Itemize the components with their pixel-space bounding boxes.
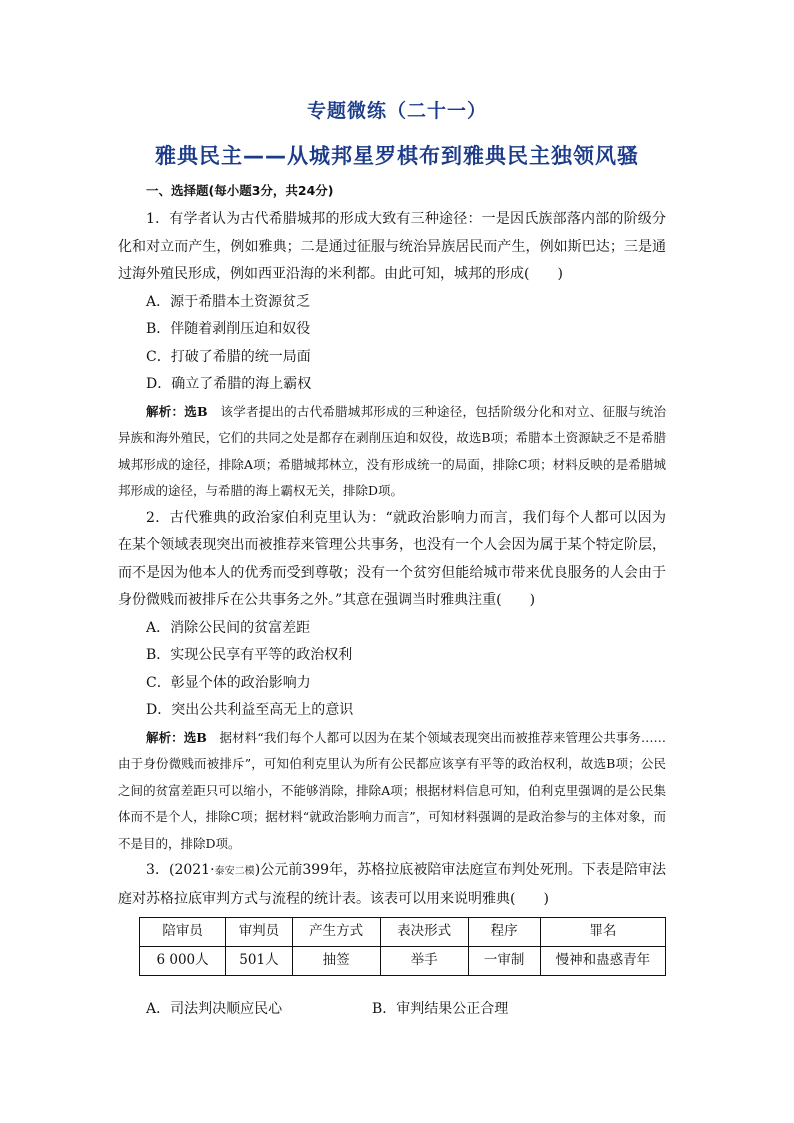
table-header-row — [140, 918, 666, 947]
question-2-option-d: D．突出公共利益至高无上的意识 — [146, 702, 354, 718]
page-subtitle: 雅典民主——从城邦星罗棋布到雅典民主独领风骚 — [155, 144, 639, 168]
question-3-option-a: A．司法判决顺应民心 — [146, 1001, 283, 1017]
question-1-stem: 1．有学者认为古代希腊城邦的形成大致有三种途径：一是因氏族部落内部的阶级分化和对立而产生，例如雅典；二是通过征服与统治异族居民而产生，例如斯巴达；三是通过海外殖民形成，例如西亚沿海的米利都。由此可知，城邦的形成( ) — [118, 211, 666, 282]
table-cell: 抽签 — [292, 947, 380, 976]
table-header-cell: 表决形式 — [380, 918, 468, 947]
section-heading: 一、选择题(每小题3分，共24分) — [146, 183, 334, 198]
table-cell: 一审制 — [468, 947, 540, 976]
table-header-cell: 陪审员 — [140, 918, 226, 947]
question-1-option-a: A．源于希腊本土资源贫乏 — [146, 293, 311, 310]
question-1-option-d: D．确立了希腊的海上霸权 — [146, 376, 312, 392]
question-3-source-tag: 泰安二模 — [214, 866, 255, 877]
table-header-cell: 罪名 — [540, 918, 665, 947]
table-row — [140, 947, 666, 976]
table-cell: 举手 — [380, 947, 468, 976]
question-2-analysis — [118, 725, 666, 858]
analysis-text: 该学者提出的古代希腊城邦形成的三种途径，包括阶级分化和对立、征服与统治异族和海外殖民，它们的共同之处是都存在剥削压迫和奴役，故选B项；希腊本土资源缺乏不是希腊城邦形成的途径，排除A项；希腊城邦林立，没有形成统一的局面，排除C项；材料反映的是希腊城邦形成的途径，与希腊的海上霸权无关，排除D项。 — [118, 403, 666, 498]
table-cell: 501人 — [226, 947, 293, 976]
analysis-label: 解析：选B — [146, 729, 207, 745]
question-3-text: )公元前399年，苏格拉底被陪审法庭宣布判处死刑。下表是陪审法庭对苏格拉底审判方式与流程的统计表。该表可以用来说明雅典( ) — [118, 862, 667, 907]
analysis-label: 解析：选B — [146, 403, 208, 419]
table-cell: 6 000人 — [140, 947, 226, 976]
page-title: 专题微练（二十一） — [306, 100, 487, 122]
table-header-cell: 程序 — [468, 918, 540, 947]
document-body — [118, 180, 666, 1024]
table-header-cell: 产生方式 — [292, 918, 380, 947]
question-2-stem: 2．古代雅典的政治家伯利克里认为：“就政治影响力而言，我们每个人都可以因为在某个领域表现突出而被推荐来管理公共事务，也没有一个人会因为属于某个特定阶层，而不是因为他本人的优秀而受到尊敬；没有一个贫穷但能给城市带来优良服务的人会由于身份微贱而被排斥在公共事务之外。”其意在强调当时雅典注重( ) — [118, 509, 666, 608]
question-3-option-b: B．审判结果公正合理 — [372, 1001, 509, 1017]
question-1-analysis — [118, 399, 666, 505]
question-2-option-b: B．实现公民享有平等的政治权利 — [146, 647, 353, 663]
question-3-options — [118, 996, 666, 1024]
question-3-stem — [118, 857, 666, 913]
table-cell: 慢神和蛊惑青年 — [540, 947, 665, 976]
question-1-option-b: B．伴随着剥削压迫和奴役 — [146, 321, 311, 337]
table-header-cell: 审判员 — [226, 918, 293, 947]
question-3-prefix: 3．(2021· — [146, 862, 215, 878]
question-2-option-a: A．消除公民间的贫富差距 — [146, 619, 311, 636]
question-1-option-c: C．打破了希腊的统一局面 — [146, 348, 311, 365]
analysis-text: 据材料“我们每个人都可以因为在某个领域表现突出而被推荐来管理公共事务……由于身份微贱而被排斥”，可知伯利克里认为所有公民都应该享有平等的政治权利，故选B项；公民之间的贫富差距只可以缩小，不能够消除，排除A项；根据材料信息可知，伯利克里强调的是公民集体而不是个人，排除C项；据材料“就政治影响力而言”，可知材料强调的是政治参与的主体对象，而不是目的，排除D项。 — [118, 729, 666, 851]
trial-statistics-table — [139, 917, 666, 976]
question-2-option-c: C．彰显个体的政治影响力 — [146, 674, 311, 691]
